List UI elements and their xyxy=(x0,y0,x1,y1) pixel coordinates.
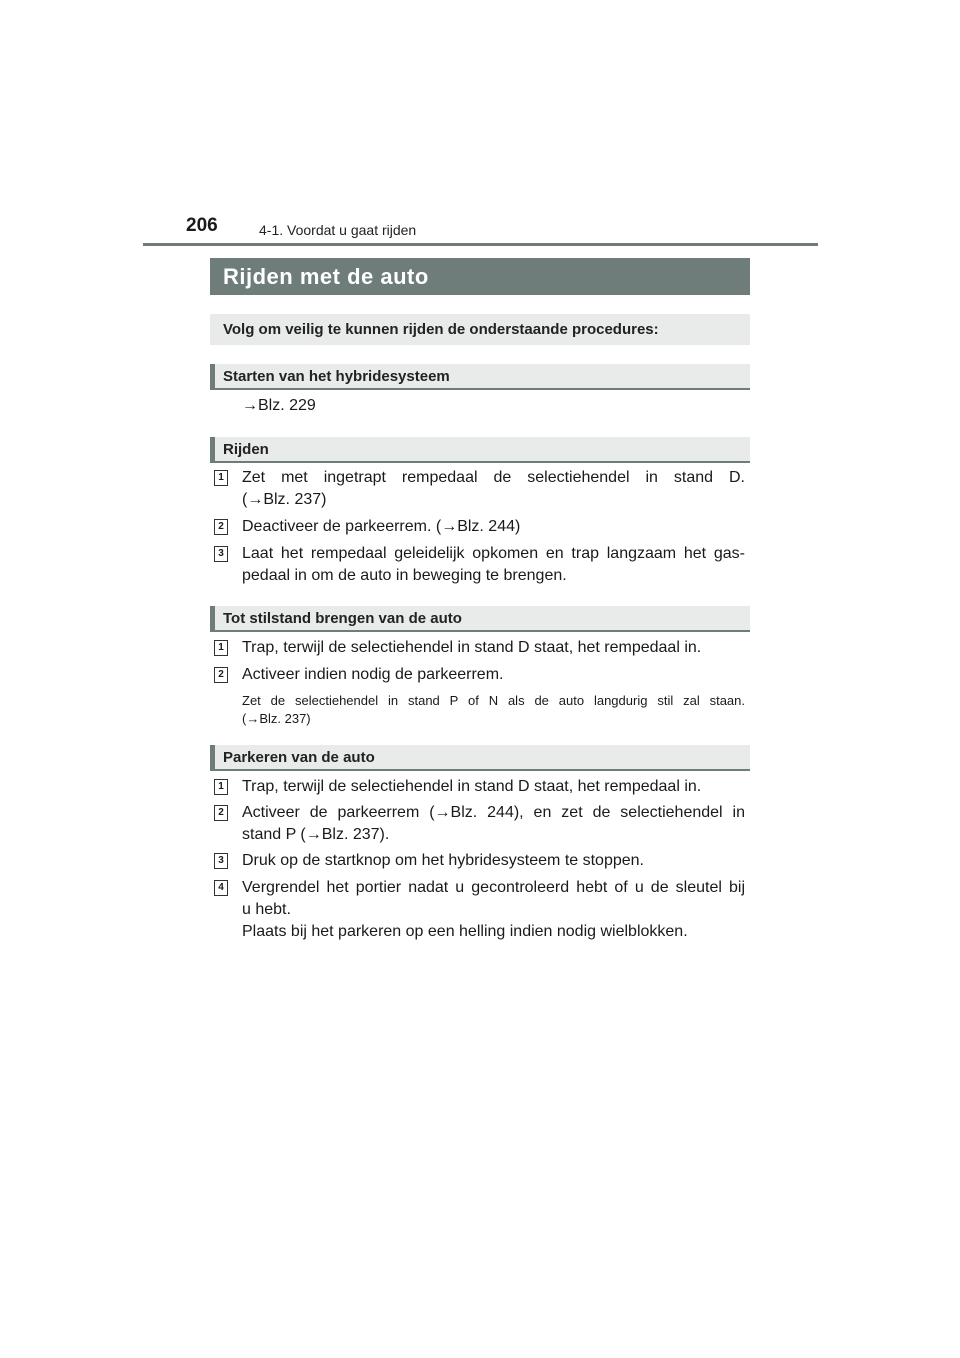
step xyxy=(214,877,745,943)
step-text: Deactiveer de parkeerrem. (→Blz. 244) xyxy=(242,518,521,535)
step-text: Trap, terwijl de selectiehendel in stand D staat, het rempedaal in. xyxy=(242,639,702,656)
step-text: Plaats bij het parkeren op een helling indien nodig wielblokken. xyxy=(242,923,688,940)
step xyxy=(214,802,745,846)
step xyxy=(214,516,745,538)
step-text: Zet met ingetrapt rempedaal de selectiehendel in stand D. xyxy=(242,469,745,486)
step-text: stand P (→Blz. 237). xyxy=(242,826,390,843)
step-text: Trap, terwijl de selectiehendel in stand D staat, het rempedaal in. xyxy=(242,778,702,795)
step xyxy=(214,543,745,587)
note-text: (→Blz. 237) xyxy=(242,711,311,726)
section-heading-start: Starten van het hybridesysteem xyxy=(210,364,750,390)
step xyxy=(214,467,745,511)
intro-box: Volg om veilig te kunnen rijden de onderstaande procedures: xyxy=(210,314,750,345)
step-number: 2 xyxy=(214,805,228,821)
step-number: 1 xyxy=(214,470,228,486)
step-number: 1 xyxy=(214,779,228,795)
step xyxy=(214,637,745,659)
step xyxy=(214,776,745,798)
section-heading-stopping: Tot stilstand brengen van de auto xyxy=(210,606,750,632)
step xyxy=(214,664,745,686)
note-text: Zet de selectiehendel in stand P of N als de auto langdurig stil zal staan. xyxy=(242,693,745,708)
note xyxy=(242,692,745,728)
step-number: 3 xyxy=(214,546,228,562)
step-text: Activeer indien nodig de parkeerrem. xyxy=(242,666,504,683)
step-text: pedaal in om de auto in beweging te brengen. xyxy=(242,567,567,584)
step xyxy=(214,850,745,872)
step-text: Laat het rempedaal geleidelijk opkomen en trap langzaam het gas- xyxy=(242,545,745,562)
step-text: Druk op de startknop om het hybridesysteem te stoppen. xyxy=(242,852,644,869)
page-reference: →Blz. 229 xyxy=(242,397,316,414)
section-heading-parking: Parkeren van de auto xyxy=(210,745,750,771)
step-text: Activeer de parkeerrem (→Blz. 244), en zet de selectiehendel in xyxy=(242,804,745,821)
step-number: 1 xyxy=(214,640,228,656)
running-head: 4-1. Voordat u gaat rijden xyxy=(259,222,417,238)
step-text: (→Blz. 237) xyxy=(242,491,327,508)
step-text: u hebt. xyxy=(242,901,291,918)
page-number: 206 xyxy=(186,215,218,236)
step-number: 2 xyxy=(214,667,228,683)
step-number: 2 xyxy=(214,519,228,535)
page-title: Rijden met de auto xyxy=(210,258,750,295)
header-rule xyxy=(143,243,818,246)
step-text: Vergrendel het portier nadat u gecontroleerd hebt of u de sleutel bij xyxy=(242,879,745,896)
step-number: 3 xyxy=(214,853,228,869)
section-heading-driving: Rijden xyxy=(210,437,750,463)
step-number: 4 xyxy=(214,880,228,896)
